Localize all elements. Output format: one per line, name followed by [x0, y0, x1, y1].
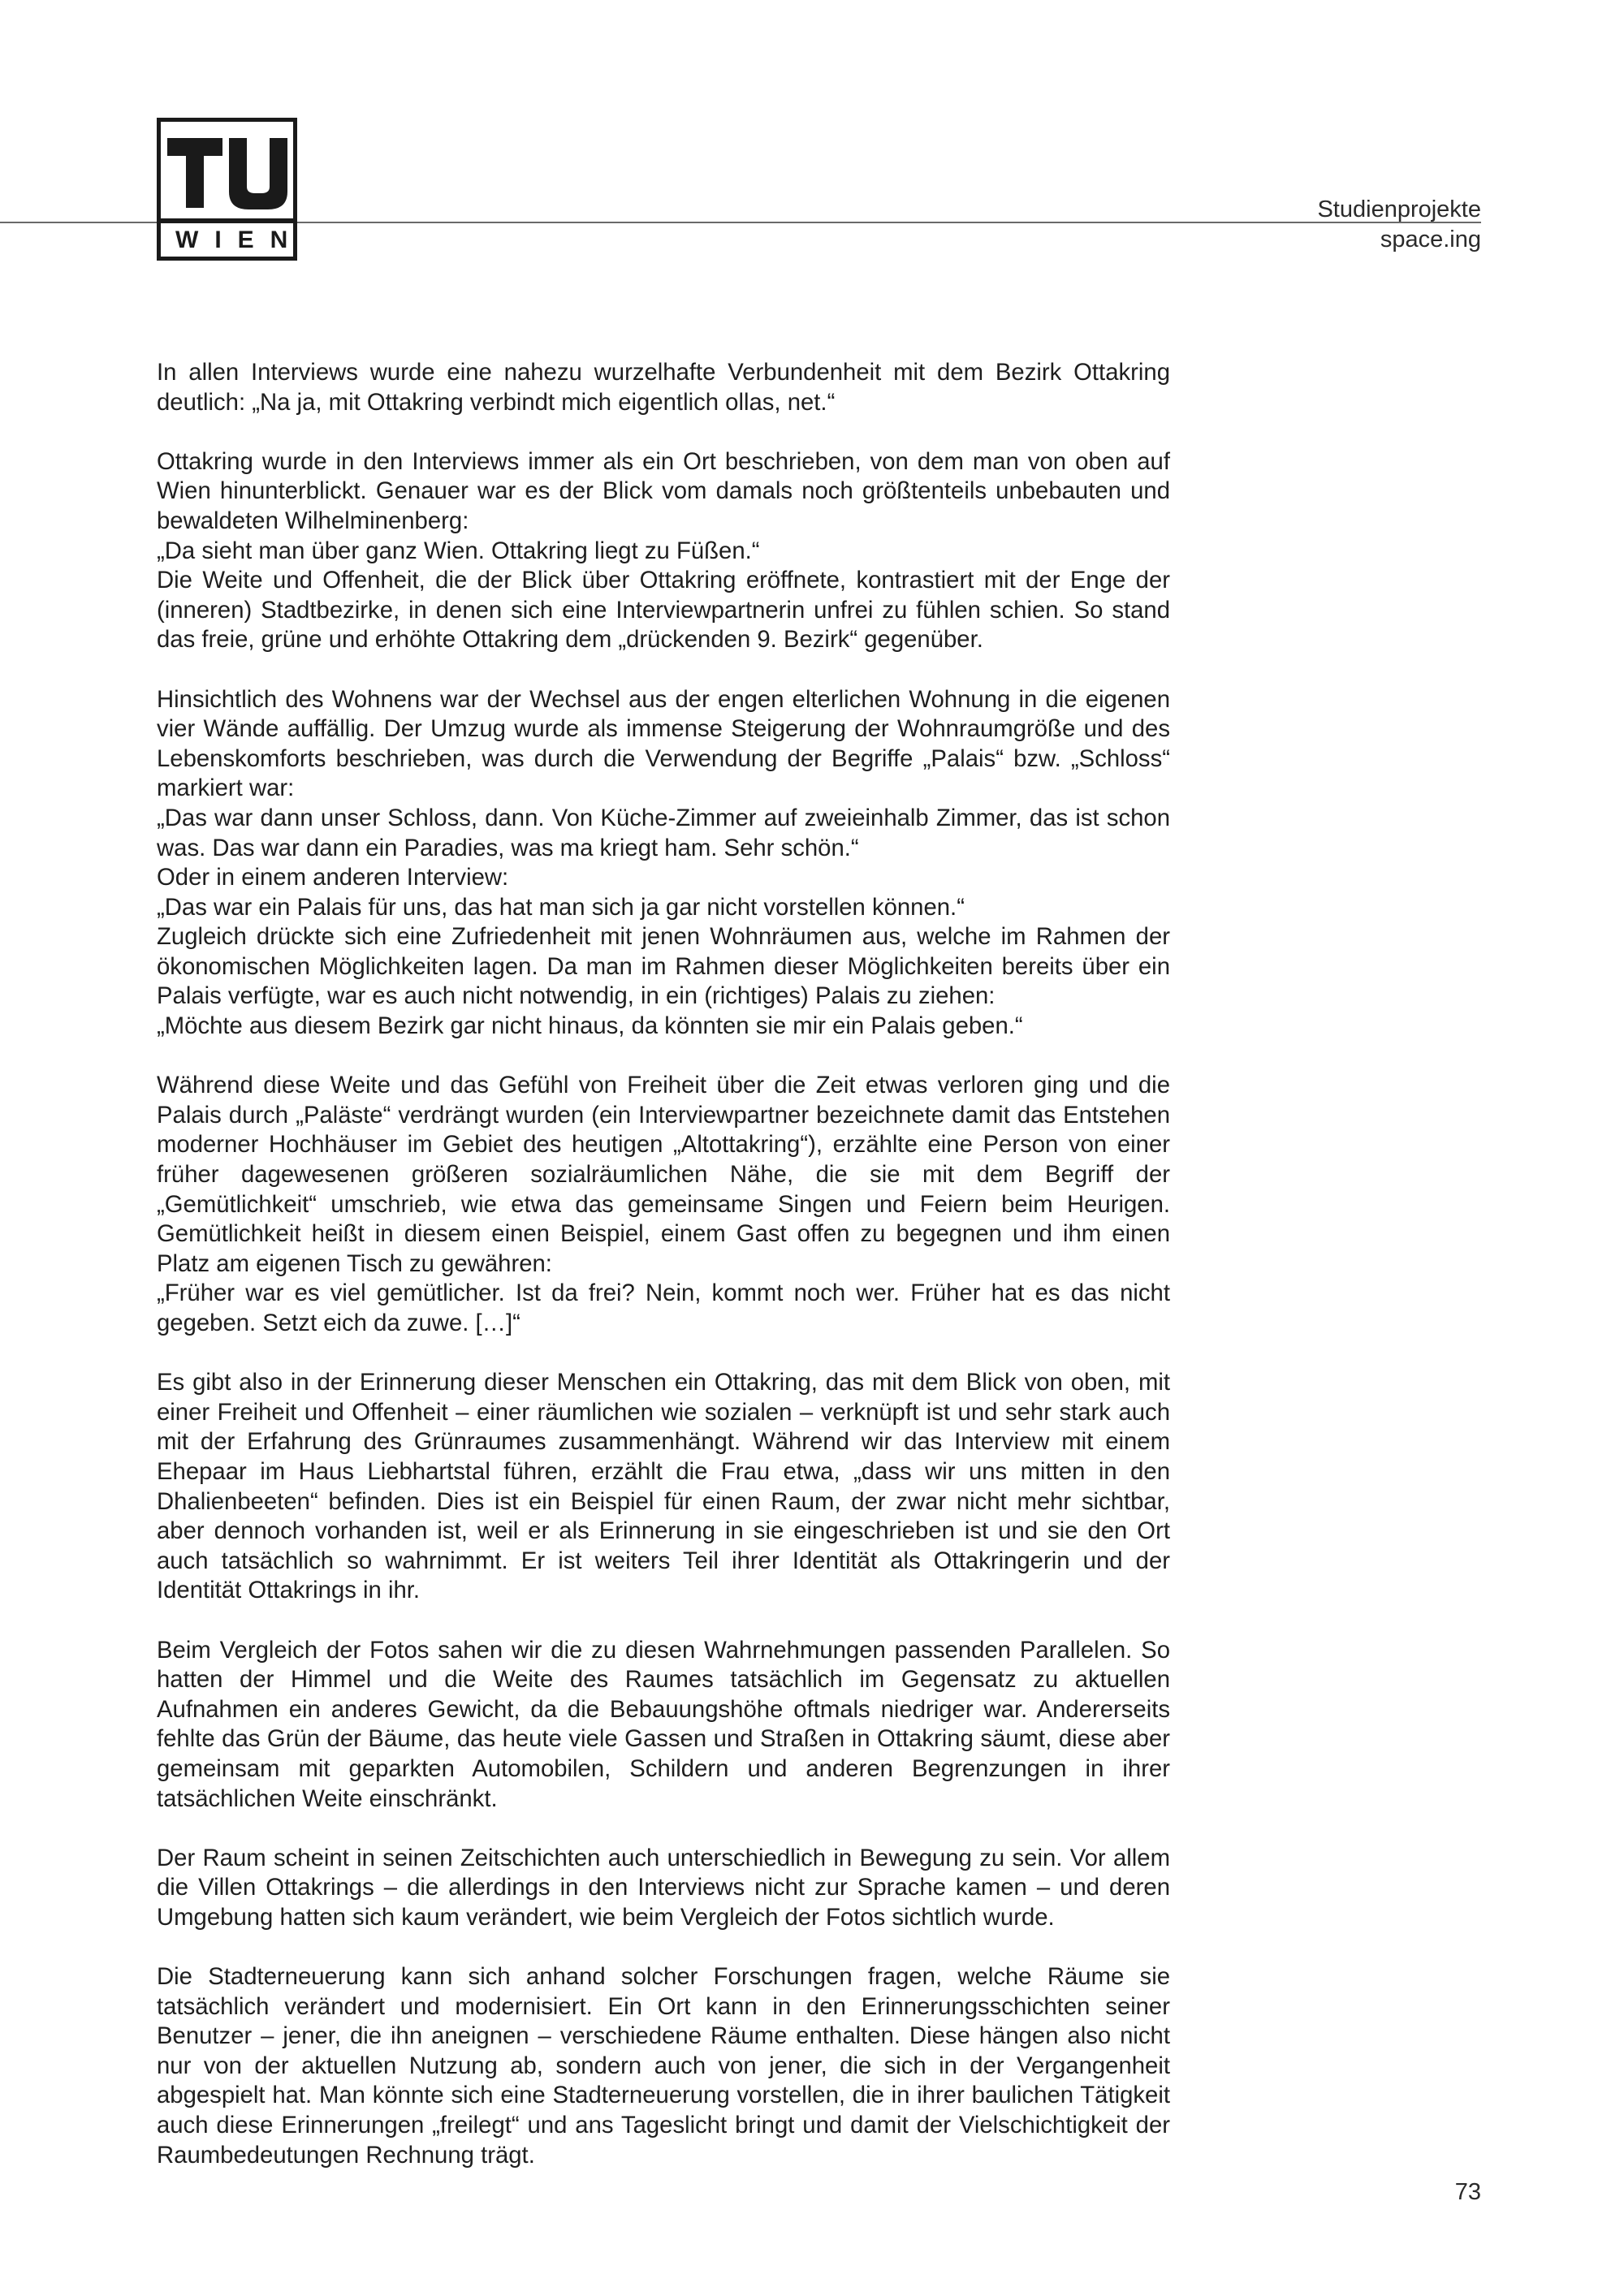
paragraph-6 [157, 1636, 1170, 1815]
paragraph-line: Die Stadterneuerung kann sich anhand solcher Forschungen fragen, welche Räume sie tatsächlich verändert und modernisiert. Ein Ort kann in den Erinnerungsschichten seiner Benutzer – jener, die ihn aneignen – verschiedene Räume enthalten. Diese hängen also nicht nur von der aktuellen Nutzung ab, sondern auch von jener, die sich in der Vergangenheit abgespielt hat. Man könnte sich eine Stadterneuerung vorstellen, die in ihrer baulichen Tätigkeit auch diese Erinnerungen „freilegt“ und ans Tageslicht bringt und damit der Vielschichtigkeit der Raumbedeutungen Rechnung trägt. [157, 1963, 1170, 2169]
paragraph-3 [157, 685, 1170, 1042]
paragraph-7 [157, 1844, 1170, 1933]
quote-line: „Das war dann unser Schloss, dann. Von Küche-Zimmer auf zweieinhalb Zimmer, das ist schon was. Das war dann ein Paradies, was ma kriegt ham. Sehr schön.“ [157, 804, 1170, 861]
quote-line: „Früher war es viel gemütlicher. Ist da frei? Nein, kommt noch wer. Früher hat es das nicht gegeben. Setzt eich da zuwe. […]“ [157, 1280, 1170, 1336]
paragraph-2 [157, 447, 1170, 655]
body-text [157, 358, 1170, 2200]
quote-line: „Möchte aus diesem Bezirk gar nicht hinaus, da könnten sie mir ein Palais geben.“ [157, 1012, 1023, 1040]
paragraph-line: Zugleich drückte sich eine Zufriedenheit mit jenen Wohnräumen aus, welche im Rahmen der ökonomischen Möglichkeiten lagen. Da man im Rahmen dieser Möglichkeiten bereits über ein Palais verfügte, war es auch nicht notwendig, in ein (richtiges) Palais zu ziehen: [157, 923, 1170, 1010]
paragraph-line: In allen Interviews wurde eine nahezu wurzelhafte Verbundenheit mit dem Bezirk Ottakring deutlich: „Na ja, mit Ottakring verbindt mich eigentlich ollas, net.“ [157, 359, 1170, 416]
paragraph-line: Es gibt also in der Erinnerung dieser Menschen ein Ottakring, das mit dem Blick von oben, mit einer Freiheit und Offenheit – einer räumlichen wie sozialen – verknüpft ist und sehr stark auch mit der Erfahrung des Grünraumes zusammenhängt. Während wir das Interview mit einem Ehepaar im Haus Liebhartstal führen, erzählt die Frau etwa, „dass wir uns mitten in den Dhalienbeeten“ befinden. Dies ist ein Beispiel für einen Raum, der zwar nicht mehr sichtbar, aber dennoch vorhanden ist, weil er als Erinnerung in sie eingeschrieben ist und sie den Ort auch tatsächlich so wahrnimmt. Er ist weiters Teil ihrer Identität als Ottakringerin und der Identität Ottakrings in ihr. [157, 1369, 1170, 1604]
paragraph-line: Der Raum scheint in seinen Zeitschichten auch unterschiedlich in Bewegung zu sein. Vor allem die Villen Ottakrings – die allerdings in den Interviews nicht zur Sprache kamen – und deren Umgebung hatten sich kaum verändert, wie beim Vergleich der Fotos sichtlich wurde. [157, 1844, 1170, 1931]
paragraph-line: Beim Vergleich der Fotos sahen wir die zu diesen Wahrnehmungen passenden Parallelen. So hatten der Himmel und die Weite des Raumes tatsächlich im Gegensatz zu aktuellen Aufnahmen ein anderes Gewicht, da die Bebauungshöhe oftmals niedriger war. Andererseits fehlte das Grün der Bäume, das heute viele Gassen und Straßen in Ottakring säumt, diese aber gemeinsam mit geparkten Automobilen, Schildern und anderen Begrenzungen in ihrer tatsächlichen Weite einschränkt. [157, 1636, 1170, 1812]
page-number: 73 [1454, 2179, 1481, 2205]
paragraph-5 [157, 1368, 1170, 1606]
paragraph-8 [157, 1962, 1170, 2170]
paragraph-4 [157, 1071, 1170, 1338]
paragraph-1 [157, 358, 1170, 417]
paragraph-line: Während diese Weite und das Gefühl von Freiheit über die Zeit etwas verloren ging und die Palais durch „Paläste“ verdrängt wurden (ein Interviewpartner bezeichnete damit das Entstehen moderner Hochhäuser im Gebiet des heutigen „Altottakring“), erzählte eine Person von einer früher dagewesenen größeren sozialräumlichen Nähe, die sie mit dem Begriff der „Gemütlichkeit“ umschrieb, wie etwa das gemeinsame Singen und Feiern beim Heurigen. Gemütlichkeit heißt in diesem einen Beispiel, einem Gast offen zu begegnen und ihm einen Platz am eigenen Tisch zu gewähren: [157, 1072, 1170, 1277]
tu-letters-graphic [161, 122, 293, 223]
header-line-studienprojekte: Studienprojekte [1317, 196, 1481, 222]
paragraph-line: Hinsichtlich des Wohnens war der Wechsel aus der engen elterlichen Wohnung in die eigenen vier Wände auffällig. Der Umzug wurde als immense Steigerung der Wohnraumgröße und des Lebenskomforts beschrieben, was durch die Verwendung der Begriffe „Palais“ bzw. „Schloss“ markiert war: [157, 685, 1170, 802]
quote-line: „Das war ein Palais für uns, das hat man sich ja gar nicht vorstellen können.“ [157, 893, 965, 921]
header-line-space-ing: space.ing [1380, 227, 1481, 252]
header-right [1317, 195, 1481, 255]
quote-line: „Da sieht man über ganz Wien. Ottakring liegt zu Füßen.“ [157, 537, 760, 564]
tu-wien-logo [157, 118, 304, 261]
paragraph-line: Die Weite und Offenheit, die der Blick über Ottakring eröffnete, kontrastiert mit der Enge der (inneren) Stadtbezirke, in denen sich eine Interviewpartnerin unfrei zu fühlen schien. So stand das freie, grüne und erhöhte Ottakring dem „drückenden 9. Bezirk“ gegenüber. [157, 567, 1170, 654]
logo-city-text: WIEN [175, 227, 304, 253]
paragraph-line: Oder in einem anderen Interview: [157, 864, 509, 891]
paragraph-line: Ottakring wurde in den Interviews immer als ein Ort beschrieben, von dem man von oben auf Wien hinunterblickt. Genauer war es der Blick vom damals noch größtenteils unbebauten und bewaldeten Wilhelminenberg: [157, 447, 1170, 534]
